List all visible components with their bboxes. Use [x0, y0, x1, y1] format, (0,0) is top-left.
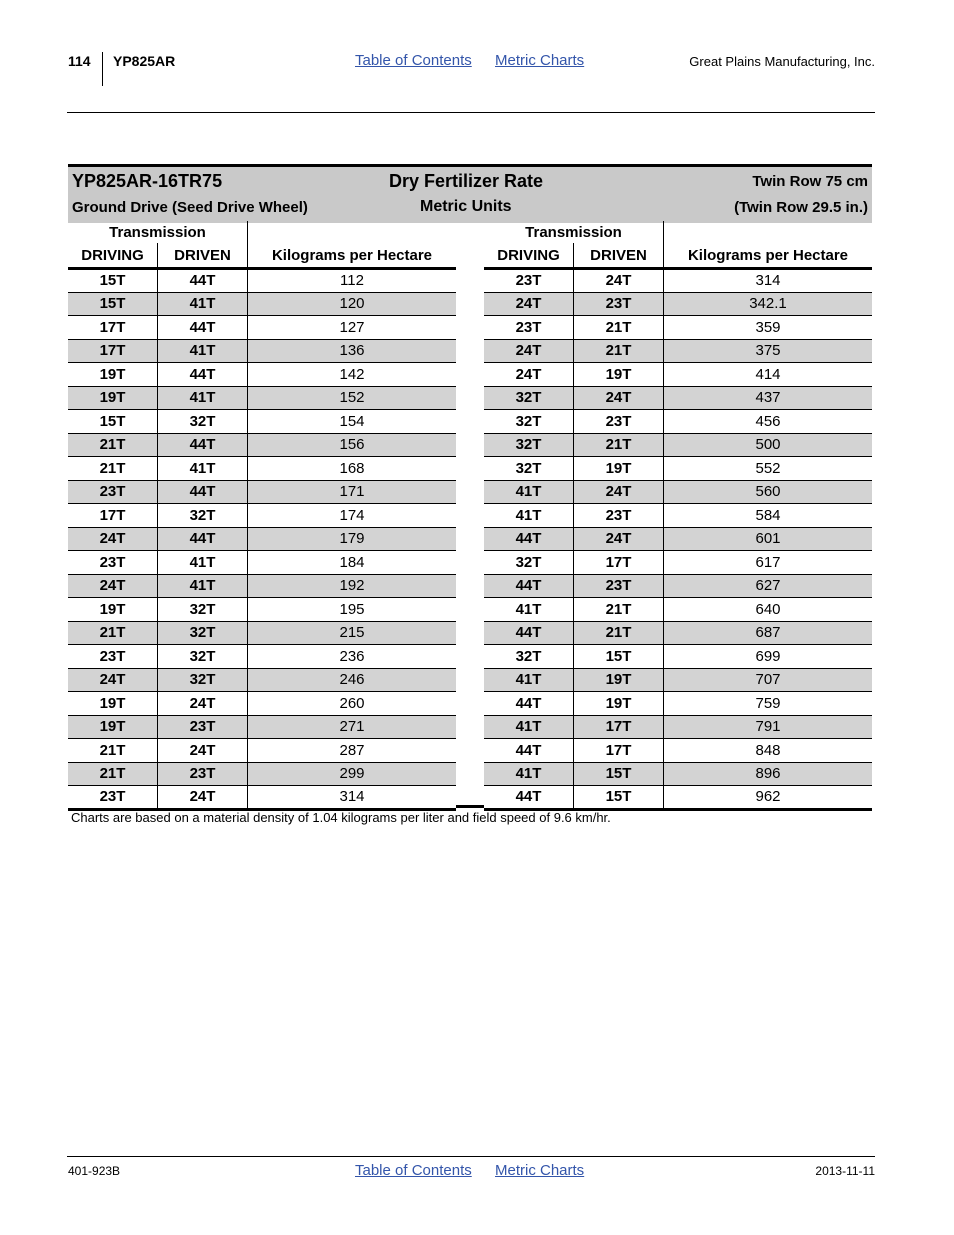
driven-cell: 41T: [158, 386, 248, 410]
driven-cell: 24T: [158, 739, 248, 763]
driven-cell: 44T: [158, 316, 248, 340]
table-row: [68, 363, 456, 387]
rate-cell: 112: [248, 269, 457, 293]
rate-cell: 215: [248, 621, 457, 645]
transmission-header: Transmission: [484, 221, 664, 243]
driving-cell: 24T: [484, 363, 574, 387]
units-label: Metric Units: [420, 198, 512, 215]
driven-cell: 19T: [574, 692, 664, 716]
rate-cell: 500: [664, 433, 873, 457]
driving-cell: 19T: [68, 363, 158, 387]
rate-cell: 848: [664, 739, 873, 763]
table-row: [484, 504, 872, 528]
table-row: [68, 786, 456, 810]
driven-header: DRIVEN: [158, 243, 248, 269]
driving-cell: 23T: [484, 316, 574, 340]
driving-cell: 44T: [484, 739, 574, 763]
driving-cell: 19T: [68, 598, 158, 622]
rate-cell: 260: [248, 692, 457, 716]
driven-cell: 32T: [158, 645, 248, 669]
driving-cell: 24T: [484, 292, 574, 316]
driving-cell: 17T: [68, 316, 158, 340]
rate-cell: 699: [664, 645, 873, 669]
table-row: [484, 598, 872, 622]
chart-footnote: Charts are based on a material density of 1.04 kilograms per liter and field speed of 9.6 km/hr.: [71, 810, 611, 825]
company-name: Great Plains Manufacturing, Inc.: [689, 54, 875, 69]
rate-cell: 271: [248, 715, 457, 739]
driving-cell: 23T: [484, 269, 574, 293]
rate-cell: 192: [248, 574, 457, 598]
rate-cell: 136: [248, 339, 457, 363]
driving-cell: 15T: [68, 292, 158, 316]
driven-cell: 17T: [574, 739, 664, 763]
driving-cell: 17T: [68, 504, 158, 528]
table-row: [484, 692, 872, 716]
rate-cell: 414: [664, 363, 873, 387]
driving-cell: 24T: [484, 339, 574, 363]
rate-cell: 314: [248, 786, 457, 810]
rate-cell: 437: [664, 386, 873, 410]
rate-cell: 707: [664, 668, 873, 692]
page-number: 114: [68, 53, 91, 69]
table-row: [484, 292, 872, 316]
footer-metric-charts-link[interactable]: Metric Charts: [495, 1162, 585, 1179]
rate-cell: 687: [664, 621, 873, 645]
header-divider: [102, 52, 103, 86]
driven-cell: 44T: [158, 433, 248, 457]
driven-cell: 24T: [574, 527, 664, 551]
rate-cell: 174: [248, 504, 457, 528]
driven-cell: 23T: [158, 715, 248, 739]
driving-cell: 21T: [68, 739, 158, 763]
driving-cell: 41T: [484, 715, 574, 739]
driven-cell: 23T: [574, 504, 664, 528]
rate-cell: 127: [248, 316, 457, 340]
driven-cell: 32T: [158, 668, 248, 692]
footer-toc-link[interactable]: Table of Contents: [355, 1162, 472, 1179]
rate-cell: 617: [664, 551, 873, 575]
rate-cell: 154: [248, 410, 457, 434]
rate-cell: 375: [664, 339, 873, 363]
table-row: [68, 574, 456, 598]
table-row: [68, 668, 456, 692]
rate-cell: 759: [664, 692, 873, 716]
chart-title-bar: [68, 164, 872, 223]
header-rule: [67, 112, 875, 113]
table-row: [68, 527, 456, 551]
table-row: [68, 715, 456, 739]
rate-cell: 640: [664, 598, 873, 622]
driven-cell: 24T: [574, 480, 664, 504]
driven-cell: 44T: [158, 527, 248, 551]
driven-cell: 24T: [574, 386, 664, 410]
driving-cell: 44T: [484, 527, 574, 551]
table-row: [68, 292, 456, 316]
driving-cell: 19T: [68, 692, 158, 716]
drive-type: Ground Drive (Seed Drive Wheel): [72, 199, 308, 216]
rate-cell: 120: [248, 292, 457, 316]
rate-cell: 314: [664, 269, 873, 293]
table-row: [68, 598, 456, 622]
rate-cell: 142: [248, 363, 457, 387]
rate-cell: 184: [248, 551, 457, 575]
rate-cell: 896: [664, 762, 873, 786]
publication-date: 2013-11-11: [815, 1164, 875, 1178]
driven-cell: 41T: [158, 339, 248, 363]
driving-cell: 41T: [484, 480, 574, 504]
rate-cell: 152: [248, 386, 457, 410]
table-row: [68, 386, 456, 410]
driven-cell: 24T: [158, 692, 248, 716]
driving-cell: 44T: [484, 692, 574, 716]
driven-cell: 15T: [574, 645, 664, 669]
driven-cell: 32T: [158, 621, 248, 645]
driven-cell: 17T: [574, 551, 664, 575]
driven-cell: 41T: [158, 551, 248, 575]
table-row: [484, 339, 872, 363]
driven-cell: 23T: [574, 574, 664, 598]
driven-cell: 21T: [574, 316, 664, 340]
rate-cell: 359: [664, 316, 873, 340]
table-row: [484, 363, 872, 387]
driving-cell: 24T: [68, 574, 158, 598]
rate-cell: 179: [248, 527, 457, 551]
table-row: [484, 316, 872, 340]
driving-cell: 21T: [68, 621, 158, 645]
table-bottom-rule: [456, 805, 484, 808]
driving-cell: 41T: [484, 668, 574, 692]
driven-cell: 23T: [158, 762, 248, 786]
driven-cell: 44T: [158, 363, 248, 387]
rate-header: Kilograms per Hectare: [687, 246, 849, 264]
table-row: [484, 739, 872, 763]
driving-header: DRIVING: [68, 243, 158, 269]
driving-cell: 21T: [68, 457, 158, 481]
driven-cell: 23T: [574, 292, 664, 316]
driven-cell: 44T: [158, 269, 248, 293]
table-row: [68, 316, 456, 340]
driven-cell: 15T: [574, 786, 664, 810]
table-row: [68, 739, 456, 763]
driven-cell: 24T: [158, 786, 248, 810]
header-metric-charts-link[interactable]: Metric Charts: [495, 52, 585, 69]
driving-cell: 41T: [484, 598, 574, 622]
rate-cell: 299: [248, 762, 457, 786]
driving-cell: 23T: [68, 551, 158, 575]
driving-cell: 24T: [68, 668, 158, 692]
driven-cell: 24T: [574, 269, 664, 293]
row-spacing: Twin Row 75 cm: [752, 173, 868, 190]
table-row: [68, 645, 456, 669]
driven-cell: 17T: [574, 715, 664, 739]
rate-cell: 791: [664, 715, 873, 739]
row-spacing-inches: (Twin Row 29.5 in.): [734, 199, 868, 216]
table-row: [484, 574, 872, 598]
rate-cell: 171: [248, 480, 457, 504]
rate-table-right: [484, 221, 872, 811]
table-row: [484, 668, 872, 692]
document-number: 401-923B: [68, 1164, 121, 1178]
rate-cell: 962: [664, 786, 873, 810]
table-row: [68, 480, 456, 504]
table-row: [68, 410, 456, 434]
table-row: [484, 410, 872, 434]
table-row: [68, 339, 456, 363]
driven-cell: 15T: [574, 762, 664, 786]
table-row: [484, 480, 872, 504]
table-row: [484, 551, 872, 575]
rate-cell: 287: [248, 739, 457, 763]
driving-cell: 32T: [484, 410, 574, 434]
rate-cell: 627: [664, 574, 873, 598]
table-row: [68, 762, 456, 786]
driven-cell: 32T: [158, 410, 248, 434]
header-toc-link[interactable]: Table of Contents: [355, 52, 472, 69]
driving-cell: 19T: [68, 715, 158, 739]
driving-cell: 23T: [68, 786, 158, 810]
table-row: [68, 692, 456, 716]
rate-cell: 236: [248, 645, 457, 669]
rate-cell: 601: [664, 527, 873, 551]
table-row: [68, 457, 456, 481]
driving-cell: 32T: [484, 433, 574, 457]
rate-cell: 552: [664, 457, 873, 481]
driving-cell: 32T: [484, 386, 574, 410]
driving-cell: 15T: [68, 410, 158, 434]
driven-cell: 41T: [158, 457, 248, 481]
rate-table-left: [68, 221, 456, 811]
driving-cell: 23T: [68, 645, 158, 669]
driving-cell: 15T: [68, 269, 158, 293]
driven-cell: 32T: [158, 504, 248, 528]
driving-cell: 41T: [484, 504, 574, 528]
driven-cell: 21T: [574, 621, 664, 645]
table-row: [484, 269, 872, 293]
driven-cell: 21T: [574, 339, 664, 363]
driving-header: DRIVING: [484, 243, 574, 269]
table-row: [484, 621, 872, 645]
table-row: [68, 433, 456, 457]
driven-cell: 23T: [574, 410, 664, 434]
table-row: [484, 433, 872, 457]
driven-cell: 19T: [574, 457, 664, 481]
rate-cell: 584: [664, 504, 873, 528]
footer-rule: [67, 1156, 875, 1157]
driving-cell: 24T: [68, 527, 158, 551]
driven-cell: 44T: [158, 480, 248, 504]
table-row: [484, 457, 872, 481]
driving-cell: 21T: [68, 433, 158, 457]
header-model: YP825AR: [113, 53, 176, 69]
driving-cell: 44T: [484, 574, 574, 598]
driven-cell: 41T: [158, 292, 248, 316]
driving-cell: 21T: [68, 762, 158, 786]
driving-cell: 17T: [68, 339, 158, 363]
driving-cell: 32T: [484, 645, 574, 669]
table-row: [68, 504, 456, 528]
driven-cell: 21T: [574, 598, 664, 622]
table-row: [484, 715, 872, 739]
rate-cell: 560: [664, 480, 873, 504]
driven-header: DRIVEN: [574, 243, 664, 269]
driving-cell: 32T: [484, 457, 574, 481]
table-row: [484, 645, 872, 669]
driving-cell: 19T: [68, 386, 158, 410]
table-row: [484, 386, 872, 410]
transmission-header: Transmission: [68, 221, 248, 243]
driving-cell: 23T: [68, 480, 158, 504]
driven-cell: 19T: [574, 668, 664, 692]
driving-cell: 32T: [484, 551, 574, 575]
rate-cell: 342.1: [664, 292, 873, 316]
driven-cell: 41T: [158, 574, 248, 598]
rate-cell: 456: [664, 410, 873, 434]
rate-cell: 156: [248, 433, 457, 457]
rate-cell: 168: [248, 457, 457, 481]
rate-cell: 195: [248, 598, 457, 622]
rate-cell: 246: [248, 668, 457, 692]
driving-cell: 41T: [484, 762, 574, 786]
table-row: [68, 269, 456, 293]
driven-cell: 21T: [574, 433, 664, 457]
table-row: [484, 762, 872, 786]
rate-header: Kilograms per Hectare: [271, 246, 433, 264]
driven-cell: 19T: [574, 363, 664, 387]
chart-title: Dry Fertilizer Rate: [389, 171, 544, 191]
table-row: [484, 527, 872, 551]
driving-cell: 44T: [484, 786, 574, 810]
table-row: [68, 621, 456, 645]
chart-model: YP825AR-16TR75: [72, 171, 223, 191]
table-row: [484, 786, 872, 810]
driving-cell: 44T: [484, 621, 574, 645]
driven-cell: 32T: [158, 598, 248, 622]
table-row: [68, 551, 456, 575]
